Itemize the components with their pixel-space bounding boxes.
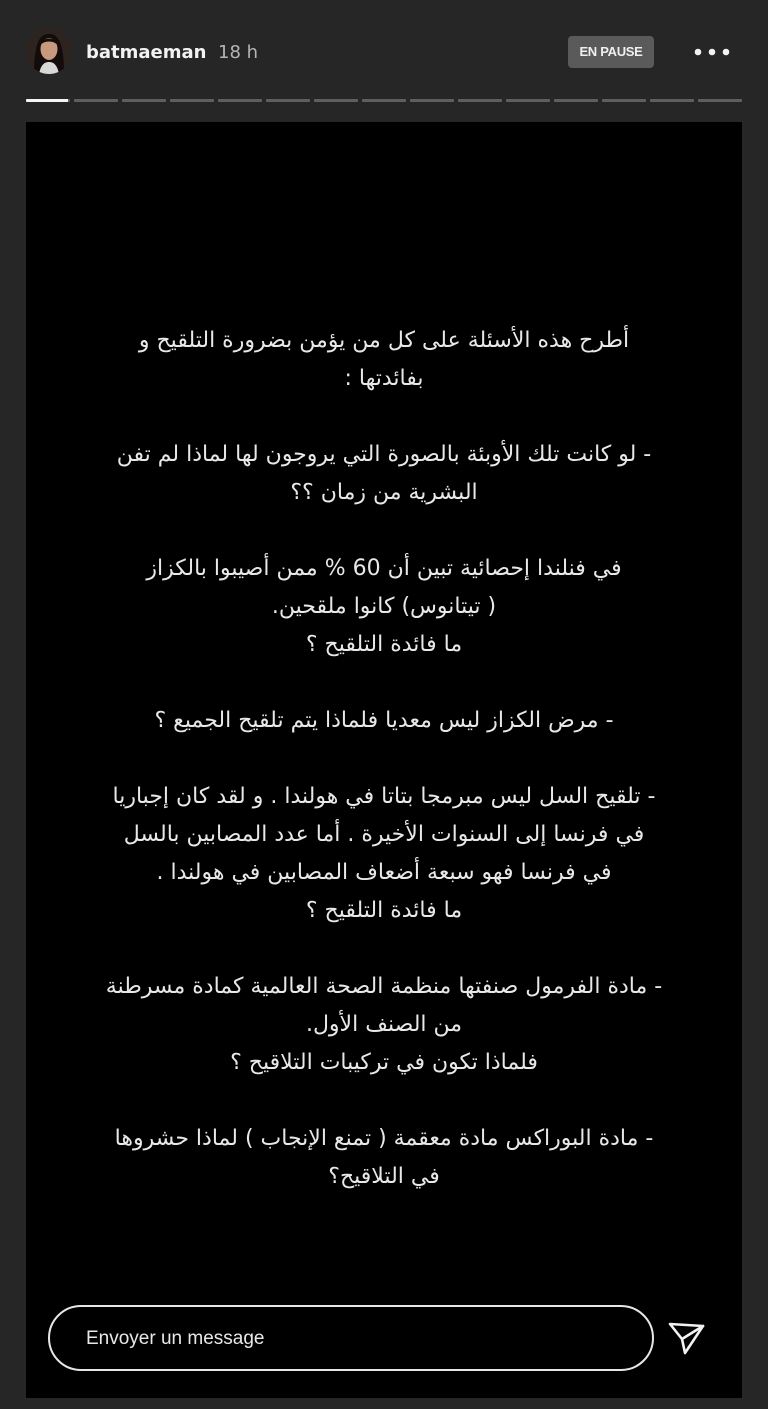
avatar[interactable]: [26, 28, 72, 74]
story-text: [66, 322, 702, 1234]
progress-segment: [74, 99, 118, 102]
progress-segment: [698, 99, 742, 102]
story-paragraph: في فنلندا إحصائية تبين أن 60 % ممن أصيبوا بالكزاز ( تيتانوس) كانوا ملقحين. ما فائدة التلقيح ؟: [146, 556, 622, 657]
more-horizontal-icon: [690, 42, 734, 62]
progress-segment: [506, 99, 550, 102]
progress-segment: [266, 99, 310, 102]
progress-fill: [26, 99, 68, 102]
progress-segment: [650, 99, 694, 102]
progress-segment: [26, 99, 70, 102]
progress-segment: [554, 99, 598, 102]
progress-segment: [170, 99, 214, 102]
story-paragraph: - مادة البوراكس مادة معقمة ( تمنع الإنجاب ) لماذا حشروها في التلاقيح؟: [114, 1126, 654, 1189]
progress-segment: [362, 99, 406, 102]
progress-segment: [314, 99, 358, 102]
story-content[interactable]: [26, 122, 742, 1398]
pause-badge[interactable]: EN PAUSE: [568, 36, 654, 68]
more-options-button[interactable]: [690, 42, 734, 62]
post-time: 18 h: [218, 42, 259, 63]
story-progress-bar: [26, 99, 742, 102]
story-paragraph: - مرض الكزاز ليس معديا فلماذا يتم تلقيح الجميع ؟: [154, 708, 614, 733]
profile-avatar-icon: [26, 28, 72, 74]
story-paragraph: - لو كانت تلك الأوبئة بالصورة التي يروجون لها لماذا لم تفن البشرية من زمان ؟؟: [116, 442, 652, 505]
message-composer[interactable]: [48, 1305, 654, 1371]
message-input[interactable]: [84, 1307, 628, 1371]
story-paragraph: - تلقيح السل ليس مبرمجا بتاتا في هولندا . و لقد كان إجباريا في فرنسا إلى السنوات الأخيرة . أما عدد المصابين بالسل في فرنسا فهو سبعة أضعاف المصابين في هولندا . ما فائدة التلقيح ؟: [112, 784, 656, 923]
progress-segment: [602, 99, 646, 102]
username[interactable]: batmaeman: [86, 42, 207, 63]
progress-segment: [410, 99, 454, 102]
progress-segment: [458, 99, 502, 102]
send-icon: [666, 1317, 708, 1359]
progress-segment: [122, 99, 166, 102]
send-button[interactable]: [666, 1317, 708, 1359]
progress-segment: [218, 99, 262, 102]
story-paragraph: أطرح هذه الأسئلة على كل من يؤمن بضرورة التلقيح و بفائدتها :: [138, 328, 630, 391]
story-header: [0, 0, 768, 100]
story-paragraph: - مادة الفرمول صنفتها منظمة الصحة العالمية كمادة مسرطنة من الصنف الأول. فلماذا تكون في تركيبات التلاقيح ؟: [105, 974, 663, 1075]
